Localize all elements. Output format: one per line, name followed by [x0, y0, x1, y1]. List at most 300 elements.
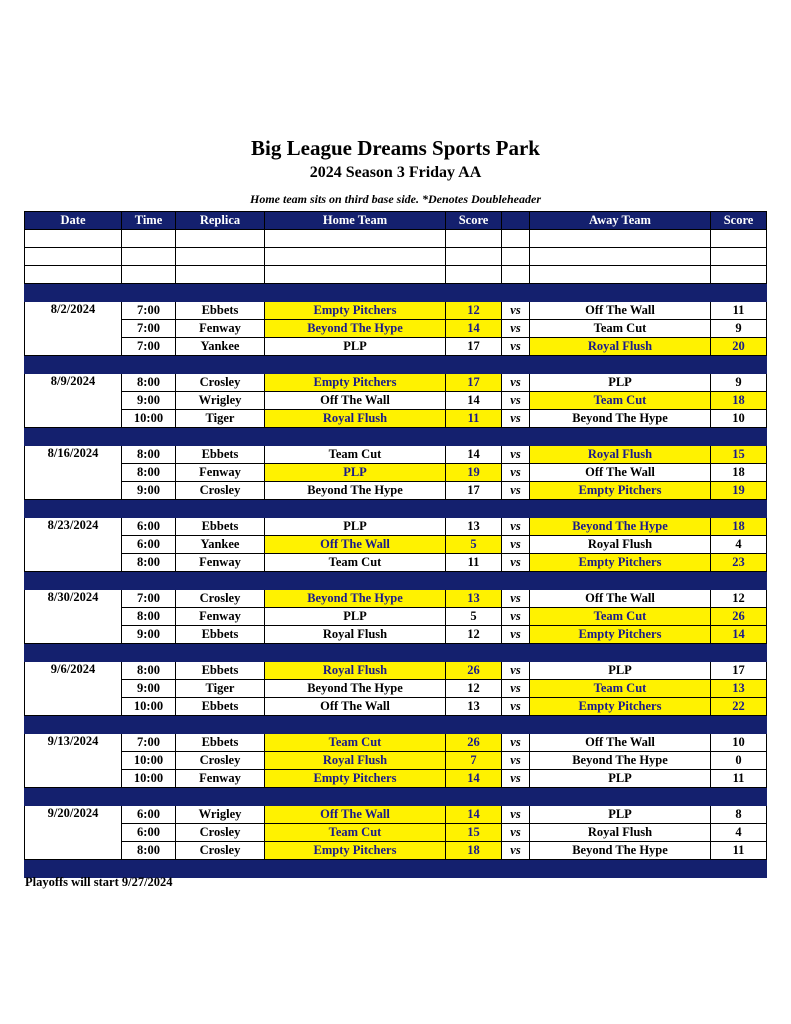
- away-score: 22: [711, 698, 767, 716]
- vs-label: vs: [502, 302, 530, 320]
- away-team: Off The Wall: [530, 464, 711, 482]
- home-score: 7: [446, 752, 502, 770]
- blank-cell: [122, 266, 176, 284]
- blank-cell: [502, 230, 530, 248]
- playoffs-note: Playoffs will start 9/27/2024: [25, 875, 173, 889]
- game-replica: Yankee: [176, 338, 265, 356]
- game-replica: Crosley: [176, 752, 265, 770]
- vs-label: vs: [502, 374, 530, 392]
- blank-cell: [122, 230, 176, 248]
- away-score: 12: [711, 590, 767, 608]
- away-score: 11: [711, 842, 767, 860]
- vs-label: vs: [502, 626, 530, 644]
- separator-cell: [711, 356, 767, 374]
- page-subtitle: 2024 Season 3 Friday AA: [309, 164, 482, 181]
- blank-cell: [711, 266, 767, 284]
- home-score: 17: [446, 482, 502, 500]
- away-score: 9: [711, 374, 767, 392]
- separator-cell: [265, 356, 446, 374]
- game-replica: Crosley: [176, 590, 265, 608]
- game-date: [25, 824, 122, 842]
- game-time: 6:00: [122, 536, 176, 554]
- game-replica: Fenway: [176, 554, 265, 572]
- separator-row: [25, 356, 767, 374]
- game-replica: Fenway: [176, 320, 265, 338]
- game-time: 10:00: [122, 752, 176, 770]
- game-date: 9/6/2024: [25, 662, 122, 680]
- separator-cell: [530, 788, 711, 806]
- separator-cell: [530, 860, 711, 878]
- game-date: [25, 680, 122, 698]
- separator-cell: [711, 428, 767, 446]
- separator-cell: [265, 860, 446, 878]
- game-date: 9/20/2024: [25, 806, 122, 824]
- separator-cell: [502, 788, 530, 806]
- separator-cell: [25, 356, 122, 374]
- home-score: 11: [446, 410, 502, 428]
- game-date: 9/13/2024: [25, 734, 122, 752]
- away-score: 10: [711, 410, 767, 428]
- vs-label: vs: [502, 446, 530, 464]
- home-score: 12: [446, 680, 502, 698]
- schedule-body: [25, 230, 767, 878]
- separator-cell: [265, 572, 446, 590]
- vs-label: vs: [502, 824, 530, 842]
- vs-label: vs: [502, 518, 530, 536]
- game-time: 10:00: [122, 410, 176, 428]
- separator-cell: [25, 284, 122, 302]
- separator-cell: [446, 860, 502, 878]
- game-time: 9:00: [122, 680, 176, 698]
- separator-cell: [122, 356, 176, 374]
- away-team: Beyond The Hype: [530, 752, 711, 770]
- vs-label: vs: [502, 734, 530, 752]
- separator-cell: [25, 644, 122, 662]
- home-team: Empty Pitchers: [265, 374, 446, 392]
- header-date: Date: [25, 212, 122, 230]
- game-replica: Crosley: [176, 824, 265, 842]
- away-score: 9: [711, 320, 767, 338]
- game-replica: Ebbets: [176, 734, 265, 752]
- away-score: 18: [711, 392, 767, 410]
- separator-cell: [502, 500, 530, 518]
- home-team: Royal Flush: [265, 410, 446, 428]
- game-date: [25, 320, 122, 338]
- home-score: 11: [446, 554, 502, 572]
- game-replica: Wrigley: [176, 392, 265, 410]
- game-row: [25, 698, 767, 716]
- blank-cell: [711, 248, 767, 266]
- away-team: Beyond The Hype: [530, 518, 711, 536]
- blank-cell: [530, 266, 711, 284]
- header-home-team: Home Team: [265, 212, 446, 230]
- game-row: [25, 608, 767, 626]
- game-row: [25, 374, 767, 392]
- separator-cell: [502, 428, 530, 446]
- separator-row: [25, 500, 767, 518]
- game-time: 7:00: [122, 320, 176, 338]
- separator-cell: [122, 428, 176, 446]
- home-team: Team Cut: [265, 734, 446, 752]
- game-date: [25, 842, 122, 860]
- schedule-table: [24, 211, 767, 878]
- separator-cell: [446, 356, 502, 374]
- home-score: 13: [446, 590, 502, 608]
- home-score: 15: [446, 824, 502, 842]
- home-score: 14: [446, 770, 502, 788]
- separator-cell: [711, 284, 767, 302]
- away-team: PLP: [530, 806, 711, 824]
- game-time: 10:00: [122, 698, 176, 716]
- away-team: Royal Flush: [530, 824, 711, 842]
- away-team: Royal Flush: [530, 536, 711, 554]
- game-row: [25, 302, 767, 320]
- separator-cell: [530, 428, 711, 446]
- separator-cell: [530, 572, 711, 590]
- separator-cell: [530, 356, 711, 374]
- away-team: Empty Pitchers: [530, 698, 711, 716]
- blank-cell: [25, 266, 122, 284]
- header-away-score: Score: [711, 212, 767, 230]
- vs-label: vs: [502, 464, 530, 482]
- game-date: 8/16/2024: [25, 446, 122, 464]
- game-time: 7:00: [122, 590, 176, 608]
- header-home-score: Score: [446, 212, 502, 230]
- game-replica: Ebbets: [176, 302, 265, 320]
- home-team: Empty Pitchers: [265, 302, 446, 320]
- separator-cell: [446, 788, 502, 806]
- game-time: 8:00: [122, 374, 176, 392]
- separator-cell: [446, 572, 502, 590]
- game-row: [25, 518, 767, 536]
- home-score: 14: [446, 392, 502, 410]
- game-date: [25, 698, 122, 716]
- game-row: [25, 842, 767, 860]
- home-score: 12: [446, 626, 502, 644]
- separator-cell: [265, 644, 446, 662]
- vs-label: vs: [502, 590, 530, 608]
- separator-row: [25, 644, 767, 662]
- home-score: 5: [446, 608, 502, 626]
- blank-row: [25, 248, 767, 266]
- game-date: 8/2/2024: [25, 302, 122, 320]
- home-score: 26: [446, 734, 502, 752]
- game-time: 9:00: [122, 626, 176, 644]
- home-team: Off The Wall: [265, 806, 446, 824]
- home-team: Team Cut: [265, 824, 446, 842]
- game-replica: Wrigley: [176, 806, 265, 824]
- home-score: 13: [446, 698, 502, 716]
- home-score: 12: [446, 302, 502, 320]
- away-score: 11: [711, 770, 767, 788]
- game-replica: Crosley: [176, 482, 265, 500]
- separator-cell: [176, 644, 265, 662]
- vs-label: vs: [502, 770, 530, 788]
- away-score: 20: [711, 338, 767, 356]
- separator-cell: [502, 356, 530, 374]
- game-time: 8:00: [122, 464, 176, 482]
- home-team: Beyond The Hype: [265, 320, 446, 338]
- home-score: 17: [446, 338, 502, 356]
- separator-cell: [530, 716, 711, 734]
- vs-label: vs: [502, 554, 530, 572]
- game-replica: Crosley: [176, 374, 265, 392]
- separator-cell: [711, 644, 767, 662]
- away-team: Off The Wall: [530, 590, 711, 608]
- game-time: 8:00: [122, 842, 176, 860]
- home-score: 13: [446, 518, 502, 536]
- game-row: [25, 392, 767, 410]
- separator-cell: [530, 644, 711, 662]
- separator-cell: [446, 500, 502, 518]
- home-score: 19: [446, 464, 502, 482]
- home-team: Empty Pitchers: [265, 842, 446, 860]
- separator-cell: [502, 284, 530, 302]
- separator-cell: [265, 428, 446, 446]
- separator-cell: [122, 788, 176, 806]
- away-score: 18: [711, 518, 767, 536]
- game-date: [25, 626, 122, 644]
- separator-cell: [446, 644, 502, 662]
- game-row: [25, 338, 767, 356]
- vs-label: vs: [502, 662, 530, 680]
- game-row: [25, 752, 767, 770]
- separator-row: [25, 572, 767, 590]
- blank-cell: [265, 248, 446, 266]
- game-row: [25, 464, 767, 482]
- game-date: [25, 338, 122, 356]
- separator-row: [25, 428, 767, 446]
- game-date: [25, 482, 122, 500]
- separator-cell: [711, 788, 767, 806]
- game-replica: Fenway: [176, 770, 265, 788]
- separator-cell: [446, 716, 502, 734]
- game-row: [25, 680, 767, 698]
- blank-cell: [265, 230, 446, 248]
- home-score: 5: [446, 536, 502, 554]
- separator-cell: [265, 788, 446, 806]
- separator-cell: [176, 716, 265, 734]
- separator-cell: [265, 716, 446, 734]
- game-replica: Ebbets: [176, 626, 265, 644]
- away-team: Royal Flush: [530, 446, 711, 464]
- home-team: Empty Pitchers: [265, 770, 446, 788]
- home-team: Off The Wall: [265, 392, 446, 410]
- separator-cell: [502, 716, 530, 734]
- vs-label: vs: [502, 410, 530, 428]
- game-date: 8/9/2024: [25, 374, 122, 392]
- home-team: Off The Wall: [265, 536, 446, 554]
- vs-label: vs: [502, 338, 530, 356]
- game-date: [25, 410, 122, 428]
- vs-label: vs: [502, 680, 530, 698]
- blank-row: [25, 230, 767, 248]
- home-score: 14: [446, 806, 502, 824]
- game-replica: Ebbets: [176, 662, 265, 680]
- home-team: Royal Flush: [265, 752, 446, 770]
- away-score: 26: [711, 608, 767, 626]
- away-score: 10: [711, 734, 767, 752]
- game-date: [25, 392, 122, 410]
- away-score: 11: [711, 302, 767, 320]
- separator-cell: [176, 788, 265, 806]
- blank-cell: [446, 230, 502, 248]
- home-team: PLP: [265, 338, 446, 356]
- separator-cell: [711, 716, 767, 734]
- home-score: 14: [446, 320, 502, 338]
- separator-cell: [502, 572, 530, 590]
- home-team: Beyond The Hype: [265, 680, 446, 698]
- header-row: [25, 212, 767, 230]
- vs-label: vs: [502, 698, 530, 716]
- blank-cell: [446, 248, 502, 266]
- away-score: 4: [711, 536, 767, 554]
- away-score: 8: [711, 806, 767, 824]
- separator-cell: [502, 860, 530, 878]
- away-team: Team Cut: [530, 392, 711, 410]
- away-team: Team Cut: [530, 680, 711, 698]
- header-away-team: Away Team: [530, 212, 711, 230]
- blank-cell: [502, 248, 530, 266]
- away-team: Beyond The Hype: [530, 842, 711, 860]
- game-replica: Fenway: [176, 608, 265, 626]
- game-time: 8:00: [122, 662, 176, 680]
- game-row: [25, 770, 767, 788]
- vs-label: vs: [502, 392, 530, 410]
- game-row: [25, 554, 767, 572]
- blank-cell: [446, 266, 502, 284]
- game-date: [25, 464, 122, 482]
- separator-cell: [265, 500, 446, 518]
- game-replica: Tiger: [176, 680, 265, 698]
- game-row: [25, 482, 767, 500]
- away-team: Off The Wall: [530, 302, 711, 320]
- separator-cell: [176, 572, 265, 590]
- vs-label: vs: [502, 608, 530, 626]
- home-team: Beyond The Hype: [265, 482, 446, 500]
- vs-label: vs: [502, 806, 530, 824]
- separator-cell: [711, 860, 767, 878]
- header-time: Time: [122, 212, 176, 230]
- away-score: 13: [711, 680, 767, 698]
- separator-row: [25, 284, 767, 302]
- game-time: 10:00: [122, 770, 176, 788]
- separator-cell: [711, 500, 767, 518]
- page-title: Big League Dreams Sports Park: [251, 136, 540, 160]
- home-team: Off The Wall: [265, 698, 446, 716]
- game-replica: Tiger: [176, 410, 265, 428]
- vs-label: vs: [502, 842, 530, 860]
- game-row: [25, 662, 767, 680]
- blank-cell: [530, 248, 711, 266]
- home-score: 26: [446, 662, 502, 680]
- away-score: 14: [711, 626, 767, 644]
- game-time: 8:00: [122, 446, 176, 464]
- game-time: 7:00: [122, 734, 176, 752]
- away-score: 17: [711, 662, 767, 680]
- separator-cell: [25, 428, 122, 446]
- header-replica: Replica: [176, 212, 265, 230]
- game-date: [25, 536, 122, 554]
- separator-cell: [502, 644, 530, 662]
- game-time: 7:00: [122, 338, 176, 356]
- game-row: [25, 806, 767, 824]
- separator-cell: [25, 788, 122, 806]
- game-row: [25, 824, 767, 842]
- game-date: [25, 752, 122, 770]
- away-team: Empty Pitchers: [530, 626, 711, 644]
- separator-cell: [530, 500, 711, 518]
- blank-cell: [122, 248, 176, 266]
- game-replica: Ebbets: [176, 518, 265, 536]
- separator-cell: [122, 716, 176, 734]
- away-team: Off The Wall: [530, 734, 711, 752]
- away-team: Empty Pitchers: [530, 482, 711, 500]
- home-team: PLP: [265, 464, 446, 482]
- blank-cell: [711, 230, 767, 248]
- home-team: Royal Flush: [265, 662, 446, 680]
- game-time: 6:00: [122, 518, 176, 536]
- blank-cell: [176, 266, 265, 284]
- separator-cell: [122, 284, 176, 302]
- away-team: Team Cut: [530, 608, 711, 626]
- game-date: 8/30/2024: [25, 590, 122, 608]
- game-row: [25, 410, 767, 428]
- separator-cell: [711, 572, 767, 590]
- blank-cell: [502, 266, 530, 284]
- home-team: Beyond The Hype: [265, 590, 446, 608]
- game-date: [25, 554, 122, 572]
- away-team: Team Cut: [530, 320, 711, 338]
- separator-cell: [446, 284, 502, 302]
- home-score: 18: [446, 842, 502, 860]
- home-team: Royal Flush: [265, 626, 446, 644]
- home-team: PLP: [265, 518, 446, 536]
- separator-cell: [122, 644, 176, 662]
- game-date: [25, 608, 122, 626]
- game-row: [25, 536, 767, 554]
- blank-row: [25, 266, 767, 284]
- separator-cell: [265, 284, 446, 302]
- game-row: [25, 734, 767, 752]
- separator-row: [25, 716, 767, 734]
- away-score: 19: [711, 482, 767, 500]
- home-score: 17: [446, 374, 502, 392]
- schedule-note: Home team sits on third base side. *Denotes Doubleheader: [250, 192, 541, 206]
- separator-cell: [176, 500, 265, 518]
- blank-cell: [176, 248, 265, 266]
- away-score: 18: [711, 464, 767, 482]
- game-time: 6:00: [122, 824, 176, 842]
- separator-cell: [446, 428, 502, 446]
- separator-cell: [25, 572, 122, 590]
- separator-cell: [25, 716, 122, 734]
- away-score: 0: [711, 752, 767, 770]
- separator-cell: [176, 356, 265, 374]
- vs-label: vs: [502, 752, 530, 770]
- game-replica: Fenway: [176, 464, 265, 482]
- home-score: 14: [446, 446, 502, 464]
- game-date: 8/23/2024: [25, 518, 122, 536]
- away-score: 23: [711, 554, 767, 572]
- blank-cell: [530, 230, 711, 248]
- separator-cell: [122, 500, 176, 518]
- game-time: 8:00: [122, 608, 176, 626]
- separator-cell: [176, 428, 265, 446]
- game-row: [25, 320, 767, 338]
- away-team: Royal Flush: [530, 338, 711, 356]
- vs-label: vs: [502, 536, 530, 554]
